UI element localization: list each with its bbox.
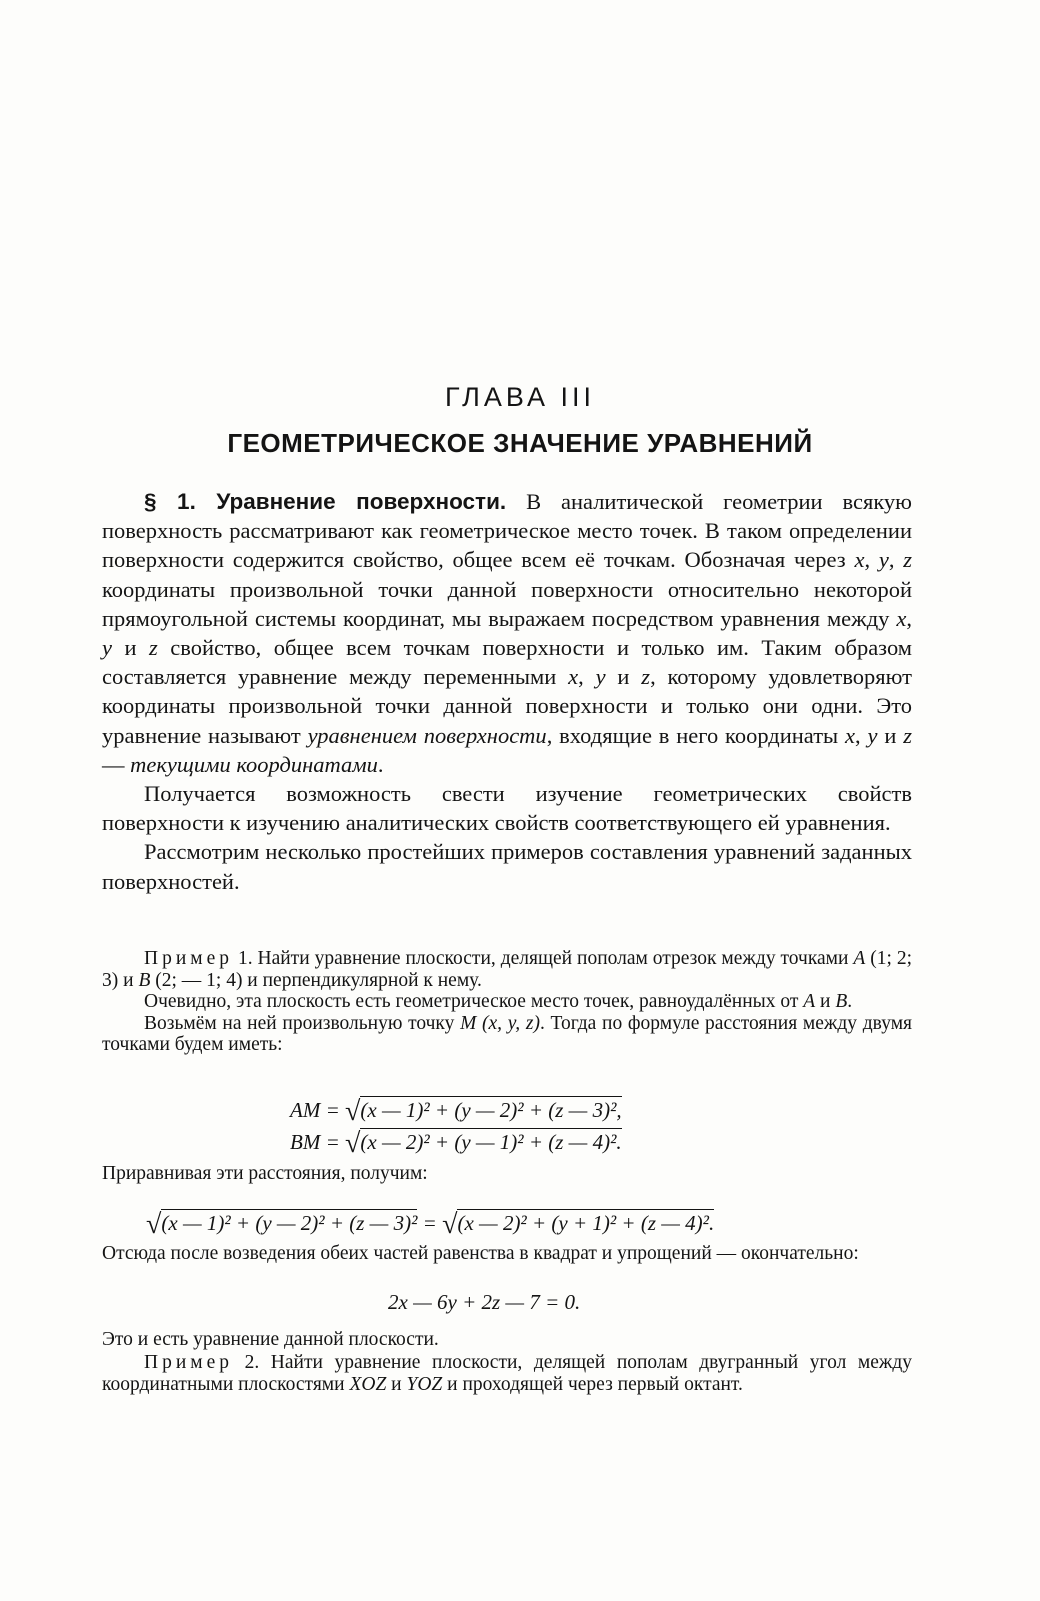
- example-1-paragraph-2: Очевидно, эта плоскость есть геометрическое место точек, равноудалённых от A и B.: [144, 991, 853, 1012]
- section-paragraph-2: Получается возможность свести изучение геометрических свойств поверхности к изучению аналитических свойств соответствующего ей уравнения.: [102, 781, 912, 836]
- section-paragraph-1: § 1. Уравнение поверхности. В аналитической геометрии всякую поверхность рассматривают как геометрическое место точек. В таком определении поверхности содержится свойство, общее всем её точкам. Обозначая через x, y, z координаты произвольной точки данной поверхности относительно некоторой прямоугольной системы координат, мы выражаем посредством уравнения между x, y и z свойство, общее всем точкам поверхности и только им. Таким образом составляется уравнение между переменными x, y и z, которому удовлетворяют координаты произвольной точки данной поверхности и только они одни. Это уравнение называют уравнением поверхности, входящие в него координаты x, y и z — текущими координатами.: [102, 489, 913, 777]
- chapter-number: ГЛАВА III: [445, 382, 595, 412]
- equation-final: 2x — 6y + 2z — 7 = 0.: [388, 1290, 581, 1314]
- radical-sign: √: [345, 1096, 361, 1127]
- term-surface-equation: уравнением поверхности: [307, 722, 547, 748]
- example-1-paragraph-3: Возьмём на ней произвольную точку M (x, y, z). Тогда по формуле расстояния между двумя точками будем иметь:: [102, 1012, 913, 1055]
- example-1-label: Пример: [144, 948, 234, 969]
- radical-sign: √: [146, 1209, 162, 1240]
- example-1-conclusion: Это и есть уравнение данной плоскости.: [102, 1329, 439, 1350]
- section-heading: § 1. Уравнение поверхности.: [144, 489, 507, 514]
- radical-sign: √: [442, 1209, 458, 1240]
- equation-am: AM = √(x — 1)² + (y — 2)² + (z — 3)²,: [290, 1096, 622, 1127]
- example-1-paragraph-5: Отсюда после возведения обеих частей равенства в квадрат и упрощений — окончательно:: [102, 1243, 859, 1264]
- chapter-title: ГЕОМЕТРИЧЕСКОЕ ЗНАЧЕНИЕ УРАВНЕНИЙ: [227, 428, 813, 458]
- term-current-coordinates: текущими координатами: [130, 751, 378, 777]
- equation-bm: BM = √(x — 2)² + (y — 1)² + (z — 4)².: [290, 1128, 622, 1159]
- example-2-label: Пример: [144, 1352, 234, 1373]
- radical-sign: √: [345, 1128, 361, 1159]
- section-body: [102, 487, 912, 896]
- example-1-statement: Пример 1. Найти уравнение плоскости, делящей пополам отрезок между точками A (1; 2; 3) и B (2; — 1; 4) и перпендикулярной к нему. Очевидно, эта плоскость есть геометрическое место точек, равноудалённых от A и B. Возьмём на ней произвольную точку M (x, y, z). Тогда по формуле расстояния между двумя точками будем иметь:: [102, 948, 913, 1055]
- example-2-statement: Пример 2. Найти уравнение плоскости, делящей пополам двугранный угол между координатными плоскостями XOZ и YOZ и проходящей через первый октант.: [102, 1352, 913, 1395]
- example-1-paragraph-4: Приравнивая эти расстояния, получим:: [102, 1163, 428, 1184]
- section-paragraph-3: Рассмотрим несколько простейших примеров составления уравнений заданных поверхностей.: [102, 839, 912, 894]
- equation-equal-distances: √(x — 1)² + (y — 2)² + (z — 3)² = √(x — 2)² + (y + 1)² + (z — 4)².: [146, 1209, 715, 1240]
